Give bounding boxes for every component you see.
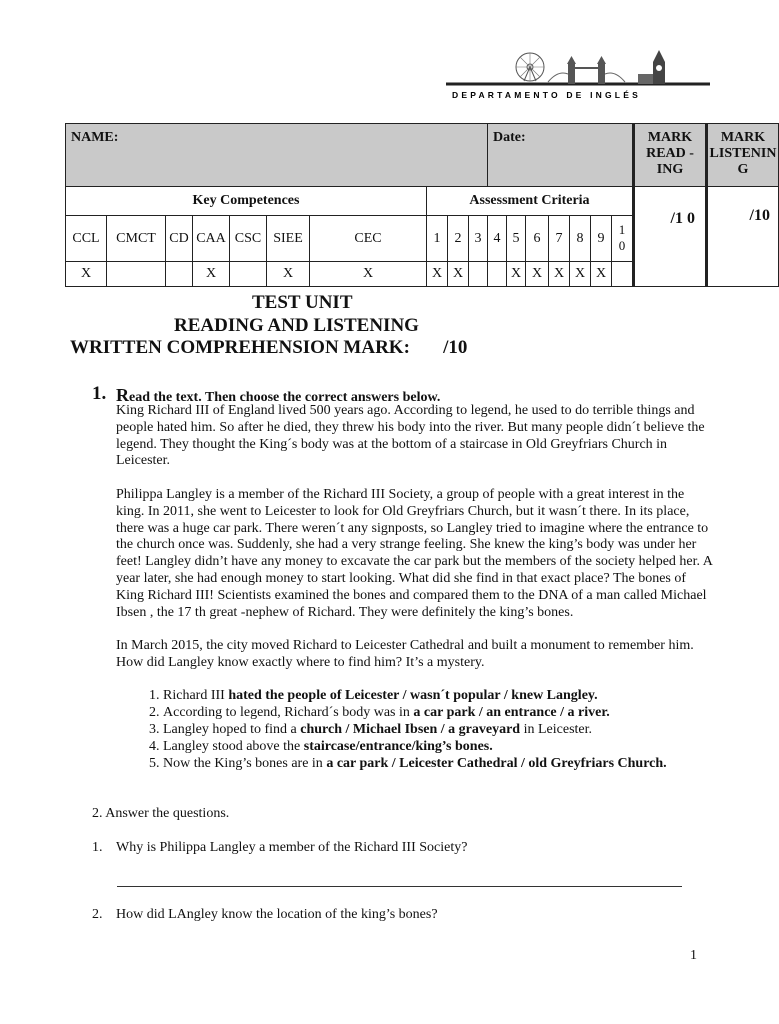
answer-options[interactable]: a car park / Leicester Cathedral / old Greyfriars Church. <box>326 756 667 771</box>
competence-mark-cmct[interactable] <box>107 262 166 287</box>
competence-cd: CD <box>166 216 193 262</box>
criterion-1: 1 <box>427 216 448 262</box>
department-logo <box>438 52 718 102</box>
list-item: 1. Richard III hated the people of Leicester / wasn´t popular / knew Langley. <box>163 687 723 704</box>
competence-siee: SIEE <box>267 216 310 262</box>
listening-mark: /10 <box>749 207 770 224</box>
criterion-mark-10[interactable] <box>612 262 634 287</box>
key-competences-header: Key Competences <box>66 187 427 216</box>
answer-options[interactable]: hated the people of Leicester / wasn´t popular / knew Langley. <box>228 688 598 703</box>
criterion-5: 5 <box>507 216 526 262</box>
criterion-6: 6 <box>526 216 549 262</box>
criterion-mark-9[interactable]: X <box>591 262 612 287</box>
competence-ccl: CCL <box>66 216 107 262</box>
list-item: 5. Now the King’s bones are in a car park / Leicester Cathedral / old Greyfriars Church. <box>163 755 723 772</box>
competence-cec: CEC <box>310 216 427 262</box>
criterion-2: 2 <box>448 216 469 262</box>
competence-mark-csc[interactable] <box>230 262 267 287</box>
competence-mark-cd[interactable] <box>166 262 193 287</box>
title-first-letter: R <box>116 385 129 405</box>
student-info-table <box>65 123 779 287</box>
page-number: 1 <box>690 948 697 963</box>
criterion-7: 7 <box>549 216 570 262</box>
criterion-mark-6[interactable]: X <box>526 262 549 287</box>
competence-cmct: CMCT <box>107 216 166 262</box>
criterion-mark-5[interactable]: X <box>507 262 526 287</box>
name-field[interactable] <box>66 124 488 187</box>
criterion-10: 1 0 <box>612 216 634 262</box>
list-item: 3. Langley hoped to find a church / Michael Ibsen / a graveyard in Leicester. <box>163 721 723 738</box>
question-1-number: 1. <box>92 383 107 404</box>
list-item: 2. According to legend, Richard´s body was in a car park / an entrance / a river. <box>163 704 723 721</box>
list-item: 4. Langley stood above the staircase/entrance/king’s bones. <box>163 738 723 755</box>
criterion-8: 8 <box>570 216 591 262</box>
title-rest: ead the text. Then choose the correct answers below. <box>129 390 441 405</box>
reading-mark: /1 0 <box>670 210 695 227</box>
answer-options[interactable]: a car park / an entrance / a river. <box>413 705 610 720</box>
competence-caa: CAA <box>193 216 230 262</box>
reading-paragraph-1: King Richard III of England lived 500 years ago. According to legend, he used to do terrible things and people hated him. So after he died, they threw his body into the river. But many people didn´t believe the legend. They thought the King´s body was at the bottom of a staircase in Old Greyfriars Church in Leicester. <box>116 403 705 469</box>
listening-mark-box[interactable] <box>707 187 779 287</box>
criterion-mark-4[interactable] <box>488 262 507 287</box>
question-2-item-2: 2. How did LAngley know the location of the king’s bones? <box>92 907 438 922</box>
criterion-mark-2[interactable]: X <box>448 262 469 287</box>
competence-csc: CSC <box>230 216 267 262</box>
department-name: DEPARTAMENTO DE INGLÉS <box>452 90 641 100</box>
criterion-mark-1[interactable]: X <box>427 262 448 287</box>
reading-mark-box[interactable] <box>634 187 707 287</box>
competence-mark-cec[interactable]: X <box>310 262 427 287</box>
mark-reading-header: MARK READ -ING <box>634 124 707 187</box>
reading-paragraph-2: Philippa Langley is a member of the Richard III Society, a group of people with a great interest in the king. In 2011, she went to Leicester to look for Old Greyfriars Church, but it wasn´t there. In its place, there was a huge car park. There weren´t any signposts, so Langley tried to imagine where the entrance to the church once was. Suddenly, she had a very strange feeling. She knew the king’s body was under her feet! Langley didn’t have any money to excavate the car park but the members of the society helped her. A year later, she had enough money to start looking. What did she find in that exact place? The bones of King Richard III! Scientists examined the bones and compared them to the DNA of a man called Michael Ibsen , the 17 th great -nephew of Richard. They were definitely the king’s bones. <box>116 487 713 620</box>
multiple-choice-list <box>116 687 723 772</box>
criterion-mark-8[interactable]: X <box>570 262 591 287</box>
competence-mark-ccl[interactable]: X <box>66 262 107 287</box>
competence-mark-siee[interactable]: X <box>267 262 310 287</box>
criterion-mark-3[interactable] <box>469 262 488 287</box>
question-2-item-1: 1. Why is Philippa Langley a member of the Richard III Society? <box>92 840 468 855</box>
criterion-4: 4 <box>488 216 507 262</box>
mark-listening-header: MARK LISTENIN G <box>707 124 779 187</box>
answer-line[interactable] <box>117 886 682 887</box>
competence-mark-caa[interactable]: X <box>193 262 230 287</box>
london-skyline-icon <box>438 52 718 92</box>
written-comprehension-mark: WRITTEN COMPREHENSION MARK: /10 <box>70 337 468 358</box>
question-2-title: 2. Answer the questions. <box>92 806 230 821</box>
criterion-9: 9 <box>591 216 612 262</box>
name-label: NAME: <box>71 130 119 145</box>
answer-options[interactable]: church / Michael Ibsen / a graveyard <box>300 722 521 737</box>
criterion-mark-7[interactable]: X <box>549 262 570 287</box>
test-unit-heading: TEST UNIT <box>252 292 353 313</box>
criterion-3: 3 <box>469 216 488 262</box>
date-field[interactable] <box>488 124 634 187</box>
answer-options[interactable]: staircase/entrance/king’s bones. <box>303 739 493 754</box>
reading-paragraph-3: In March 2015, the city moved Richard to Leicester Cathedral and built a monument to remember him. How did Langley know exactly where to find him? It’s a mystery. <box>116 638 694 670</box>
reading-listening-heading: READING AND LISTENING <box>174 315 419 336</box>
assessment-criteria-header: Assessment Criteria <box>427 187 634 216</box>
date-label: Date: <box>493 130 526 145</box>
